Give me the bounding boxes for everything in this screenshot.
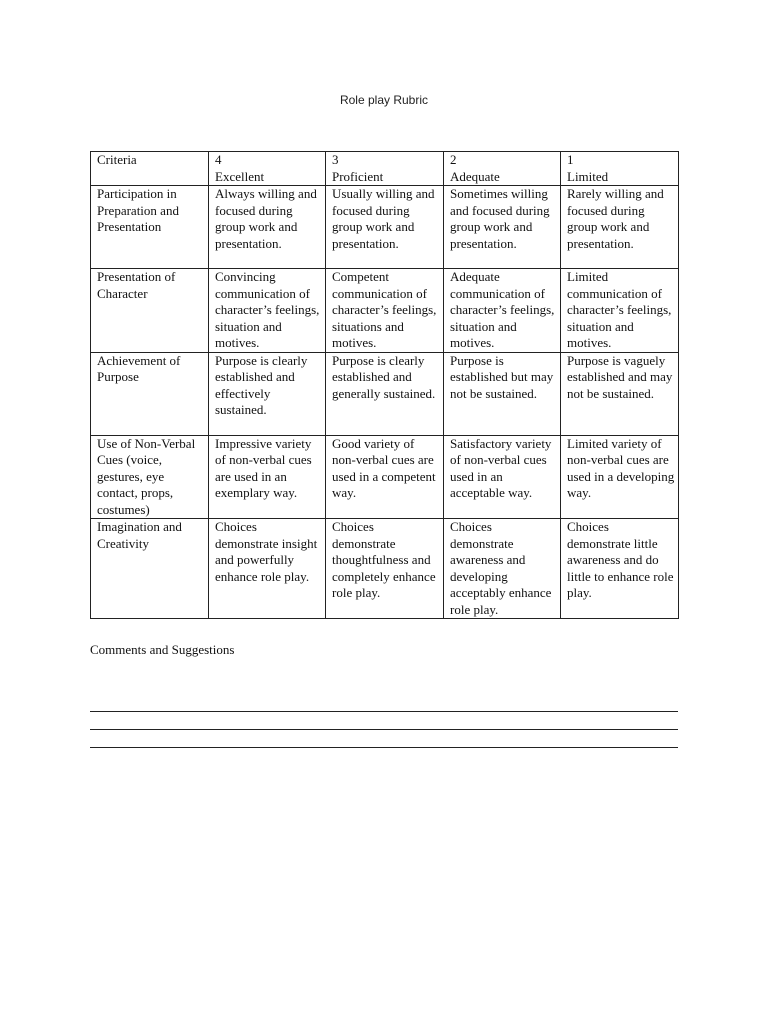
rubric-cell: Purpose is clearly established and effectively sustained.	[209, 352, 326, 435]
rubric-cell: Purpose is established but may not be sustained.	[444, 352, 561, 435]
rubric-cell: Always willing and focused during group work and presentation.	[209, 186, 326, 269]
table-row	[91, 435, 679, 519]
rubric-cell: Satisfactory variety of non-verbal cues used in an acceptable way.	[444, 435, 561, 519]
criterion-cell: Imagination and Creativity	[91, 519, 209, 619]
table-row	[91, 519, 679, 619]
level-score: 4	[215, 152, 222, 167]
criterion-cell: Achievement of Purpose	[91, 352, 209, 435]
table-header-row	[91, 152, 679, 186]
comments-label: Comments and Suggestions	[90, 642, 235, 657]
header-cell-criteria: Criteria	[91, 152, 209, 186]
level-score: 1	[567, 152, 574, 167]
rubric-cell: Usually willing and focused during group work and presentation.	[326, 186, 444, 269]
rubric-cell: Impressive variety of non-verbal cues are used in an exemplary way.	[209, 435, 326, 519]
level-score: 3	[332, 152, 339, 167]
rubric-cell: Purpose is vaguely established and may not be sustained.	[561, 352, 679, 435]
table-row	[91, 269, 679, 353]
page-title: Role play Rubric	[339, 93, 429, 107]
rubric-cell: Choices demonstrate insight and powerfully enhance role play.	[209, 519, 326, 619]
table-row	[91, 352, 679, 435]
criterion-cell: Use of Non-Verbal Cues (voice, gestures, eye contact, props, costumes)	[91, 435, 209, 519]
comment-line[interactable]	[90, 711, 678, 712]
rubric-cell: Competent communication of character’s feelings, situations and motives.	[326, 269, 444, 353]
rubric-cell: Convincing communication of character’s feelings, situation and motives.	[209, 269, 326, 353]
level-score: 2	[450, 152, 457, 167]
level-label: Adequate	[450, 168, 500, 184]
header-cell-level-3	[326, 152, 444, 186]
rubric-cell: Adequate communication of character’s feelings, situation and motives.	[444, 269, 561, 353]
comment-line[interactable]	[90, 729, 678, 730]
level-label: Excellent	[215, 168, 265, 184]
rubric-cell: Choices demonstrate little awareness and do little to enhance role play.	[561, 519, 679, 619]
rubric-cell: Good variety of non-verbal cues are used in a competent way.	[326, 435, 444, 519]
comment-line[interactable]	[90, 747, 678, 748]
rubric-cell: Limited variety of non-verbal cues are used in a developing way.	[561, 435, 679, 519]
level-label: Proficient	[332, 168, 384, 184]
rubric-cell: Choices demonstrate awareness and developing acceptably enhance role play.	[444, 519, 561, 619]
rubric-cell: Limited communication of character’s feelings, situation and motives.	[561, 269, 679, 353]
rubric-cell: Purpose is clearly established and generally sustained.	[326, 352, 444, 435]
criterion-cell: Presentation of Character	[91, 269, 209, 353]
table-row	[91, 186, 679, 269]
rubric-table	[90, 151, 679, 619]
rubric-cell: Sometimes willing and focused during group work and presentation.	[444, 186, 561, 269]
header-cell-level-2	[444, 152, 561, 186]
header-cell-level-1	[561, 152, 679, 186]
rubric-cell: Rarely willing and focused during group work and presentation.	[561, 186, 679, 269]
criterion-cell: Participation in Preparation and Presentation	[91, 186, 209, 269]
header-cell-level-4	[209, 152, 326, 186]
rubric-cell: Choices demonstrate thoughtfulness and completely enhance role play.	[326, 519, 444, 619]
level-label: Limited	[567, 168, 609, 184]
